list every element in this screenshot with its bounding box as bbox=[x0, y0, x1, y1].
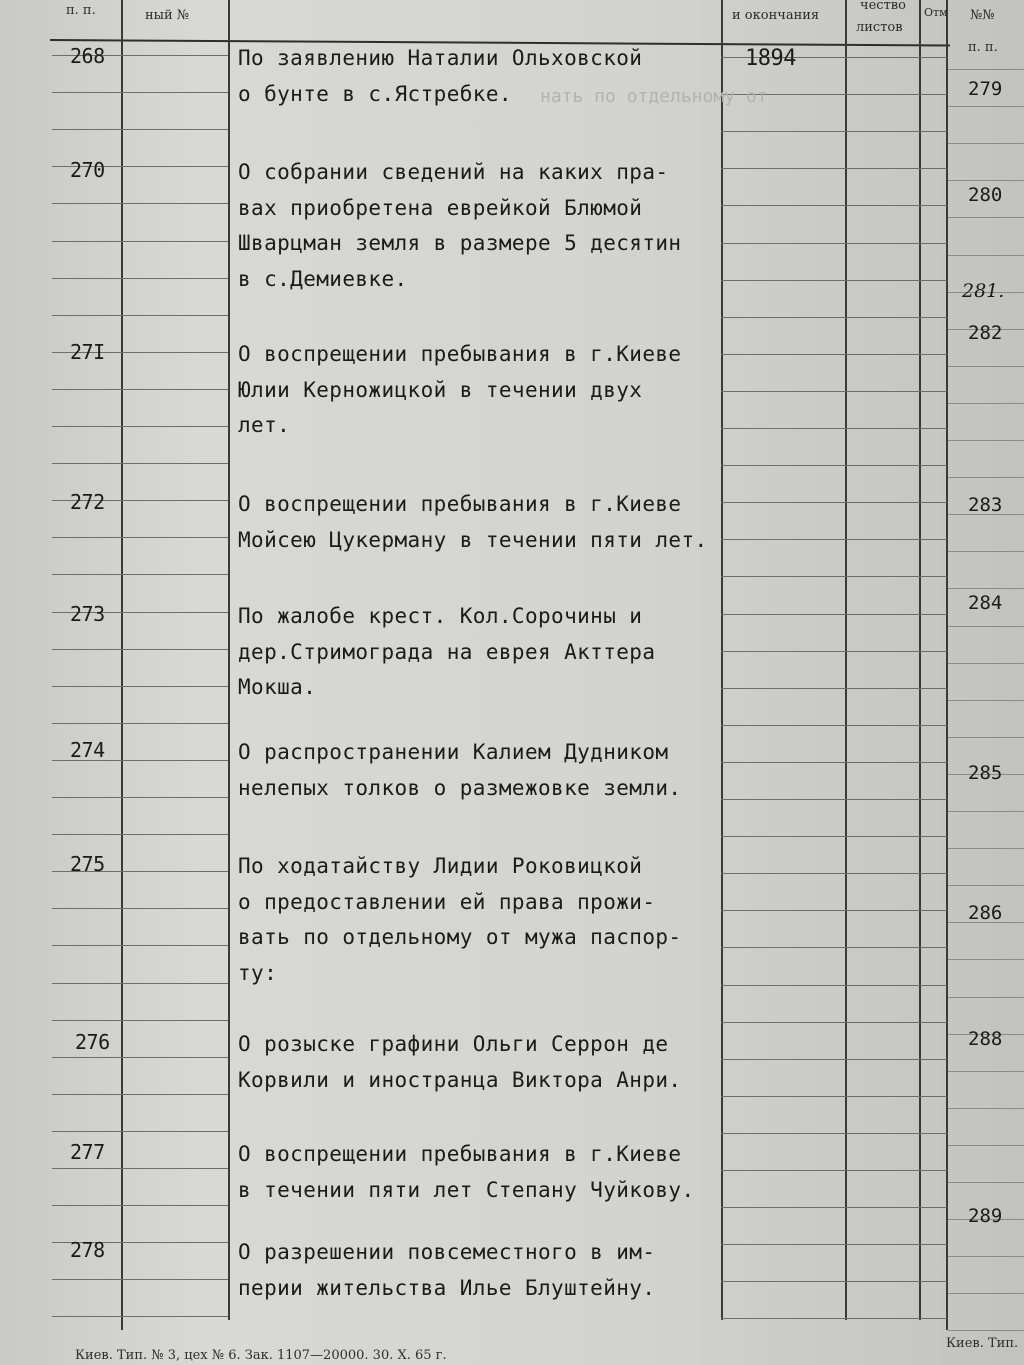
entry-text-line: Мойсею Цукерману в течении пяти лет. bbox=[238, 527, 708, 552]
ruled-line-margin bbox=[948, 811, 1024, 812]
entry-text-line: По ходатайству Лидии Роковицкой bbox=[238, 854, 643, 878]
ruled-line-left bbox=[52, 574, 228, 575]
ruled-line-margin bbox=[948, 143, 1024, 144]
ruled-line-left bbox=[52, 426, 228, 427]
header-col-right-2: п. п. bbox=[968, 40, 998, 55]
entry-text-line: Шварцман земля в размере 5 десятин bbox=[238, 231, 682, 255]
ruled-line-margin bbox=[948, 848, 1024, 849]
ruled-line-margin bbox=[948, 700, 1024, 701]
ruled-line-left bbox=[52, 278, 228, 279]
ruled-line-right bbox=[721, 1096, 947, 1097]
entry-text-line: Корвили и иностранца Виктора Анри. bbox=[238, 1067, 682, 1092]
ruled-line-left bbox=[52, 1057, 228, 1058]
ruled-line-left bbox=[52, 463, 228, 464]
ruled-line-left bbox=[52, 834, 228, 835]
ruled-line-margin bbox=[948, 588, 1024, 589]
ruled-line-right bbox=[721, 651, 947, 652]
ruled-line-margin bbox=[948, 1330, 1024, 1331]
ruled-line-margin bbox=[948, 1071, 1024, 1072]
ruled-line-right bbox=[721, 280, 947, 281]
ruled-line-right bbox=[721, 1281, 947, 1282]
ruled-line-margin bbox=[948, 737, 1024, 738]
ruled-line-right bbox=[721, 1059, 947, 1060]
entry-number: 270 bbox=[70, 158, 105, 182]
right-number: 281. bbox=[962, 280, 1005, 302]
ruled-line-right bbox=[721, 614, 947, 615]
ruled-line-margin bbox=[948, 997, 1024, 998]
ruled-line-left bbox=[52, 908, 228, 909]
entry-text-line: О воспрещении пребывания в г.Киеве bbox=[238, 1142, 682, 1166]
entry-text-line: О собрании сведений на каких пра- bbox=[238, 160, 669, 184]
ruled-line-right bbox=[721, 688, 947, 689]
entry-number: 277 bbox=[70, 1140, 105, 1164]
ruled-line-left bbox=[52, 389, 228, 390]
ruled-line-left bbox=[52, 686, 228, 687]
ruled-line-right bbox=[721, 354, 947, 355]
ruled-line-right bbox=[721, 1244, 947, 1245]
entry-text-line: в с.Демиевке. bbox=[238, 266, 408, 291]
right-number: 289 bbox=[968, 1205, 1003, 1227]
ruled-line-right bbox=[721, 502, 947, 503]
entry-text-line: По заявлению Наталии Ольховской bbox=[238, 46, 643, 70]
entry-text-line: перии жительства Илье Блуштейну. bbox=[238, 1275, 656, 1300]
entry-text-line: О разрешении повсеместного в им- bbox=[238, 1240, 656, 1264]
ruled-line-left bbox=[52, 315, 228, 316]
right-number: 284 bbox=[968, 592, 1003, 614]
ruled-line-margin bbox=[948, 440, 1024, 441]
right-number: 285 bbox=[968, 762, 1003, 784]
ruled-line-right bbox=[721, 576, 947, 577]
right-number: 282 bbox=[968, 322, 1003, 344]
ruled-line-margin bbox=[948, 885, 1024, 886]
ruled-line-left bbox=[52, 1279, 228, 1280]
ruled-line-margin bbox=[948, 959, 1024, 960]
entry-text-line: О воспрещении пребывания в г.Киеве bbox=[238, 492, 682, 516]
header-col-right-1: №№ bbox=[970, 8, 995, 23]
ruled-line-margin bbox=[948, 217, 1024, 218]
entry-text-line: ту: bbox=[238, 960, 278, 985]
entry-text-line: в течении пяти лет Степану Чуйкову. bbox=[238, 1177, 695, 1202]
entry-number: 274 bbox=[70, 738, 105, 762]
ruled-line-left bbox=[52, 241, 228, 242]
ruled-line-left bbox=[52, 1020, 228, 1021]
ruled-line-right bbox=[721, 1170, 947, 1171]
ruled-line-right bbox=[721, 1207, 947, 1208]
right-number: 283 bbox=[968, 494, 1003, 516]
header-col-mark: Отм bbox=[924, 6, 948, 19]
col-divider-6 bbox=[946, 0, 948, 1330]
ruled-line-left bbox=[52, 983, 228, 984]
ruled-line-left bbox=[52, 649, 228, 650]
entry-number: 278 bbox=[70, 1238, 105, 1262]
ruled-line-right bbox=[721, 910, 947, 911]
ruled-line-margin bbox=[948, 69, 1024, 70]
ruled-line-right bbox=[721, 985, 947, 986]
col-divider-4 bbox=[845, 0, 847, 1320]
ruled-line-right bbox=[721, 1133, 947, 1134]
ruled-line-margin bbox=[948, 626, 1024, 627]
ruled-line-margin bbox=[948, 403, 1024, 404]
header-col-code: ный № bbox=[145, 8, 190, 23]
header-col-num: п. п. bbox=[66, 3, 96, 18]
header-col-dates: и окончания bbox=[732, 8, 820, 23]
ruled-line-margin bbox=[948, 551, 1024, 552]
ruled-line-left bbox=[52, 945, 228, 946]
ruled-line-margin bbox=[948, 1256, 1024, 1257]
ruled-line-right bbox=[721, 762, 947, 763]
entry-text-line: О воспрещении пребывания в г.Киеве bbox=[238, 342, 682, 366]
ruled-line-left bbox=[52, 723, 228, 724]
ruled-line-left bbox=[52, 1316, 228, 1317]
ruled-line-right bbox=[721, 131, 947, 132]
ruled-line-right bbox=[721, 205, 947, 206]
ruled-line-left bbox=[52, 1205, 228, 1206]
ruled-line-right bbox=[721, 725, 947, 726]
ruled-line-left bbox=[52, 1131, 228, 1132]
printer-footer: Киев. Тип. № 3, цех № 6. Зак. 1107—20000. 30. X. 65 г. bbox=[75, 1348, 447, 1363]
ruled-line-margin bbox=[948, 255, 1024, 256]
right-number: 280 bbox=[968, 184, 1003, 206]
entry-text-line: Юлии Керножицкой в течении двух bbox=[238, 377, 643, 402]
entry-text-line: О розыске графини Ольги Серрон де bbox=[238, 1032, 669, 1056]
entry-text-line: Мокша. bbox=[238, 675, 317, 699]
ruled-line-left bbox=[52, 1168, 228, 1169]
ruled-line-margin bbox=[948, 663, 1024, 664]
ruled-line-left bbox=[52, 92, 228, 93]
ruled-line-right bbox=[721, 428, 947, 429]
entry-text-line: дер.Стримограда на еврея Акттера bbox=[238, 639, 656, 664]
ruled-line-right bbox=[721, 836, 947, 837]
ruled-line-margin bbox=[948, 366, 1024, 367]
col-divider-5 bbox=[919, 0, 921, 1320]
entry-number: 272 bbox=[70, 490, 105, 514]
entry-text-line: о бунте в с.Ястребке. bbox=[238, 81, 512, 106]
header-col-sheets-2: листов bbox=[856, 20, 903, 35]
ruled-line-left bbox=[52, 537, 228, 538]
col-divider-3 bbox=[721, 0, 723, 1320]
ruled-line-margin bbox=[948, 1293, 1024, 1294]
entry-number: 268 bbox=[70, 44, 105, 68]
ruled-line-right bbox=[721, 391, 947, 392]
ruled-line-right bbox=[721, 243, 947, 244]
ruled-line-left bbox=[52, 1094, 228, 1095]
ruled-line-right bbox=[721, 873, 947, 874]
ruled-line-left bbox=[52, 129, 228, 130]
entry-text-line: лет. bbox=[238, 413, 291, 437]
ruled-line-margin bbox=[948, 180, 1024, 181]
right-number: 286 bbox=[968, 902, 1003, 924]
ruled-line-margin bbox=[948, 477, 1024, 478]
right-number: 279 bbox=[968, 78, 1003, 100]
bleed-through-text: нать по отдельному от bbox=[540, 86, 768, 107]
ruled-line-margin bbox=[948, 1108, 1024, 1109]
entry-text-line: вах приобретена еврейкой Блюмой bbox=[238, 195, 643, 220]
ruled-line-margin bbox=[948, 1182, 1024, 1183]
entry-number: 27I bbox=[70, 340, 105, 364]
ruled-line-right bbox=[721, 1022, 947, 1023]
printer-footer-right: Киев. Тип. bbox=[946, 1336, 1019, 1351]
ruled-line-right bbox=[721, 947, 947, 948]
entry-text-line: По жалобе крест. Кол.Сорочины и bbox=[238, 604, 643, 628]
col-divider-2 bbox=[228, 0, 230, 1320]
entry-text-line: о предоставлении ей права прожи- bbox=[238, 889, 656, 914]
right-number: 288 bbox=[968, 1028, 1003, 1050]
ruled-line-right bbox=[721, 1318, 947, 1319]
ruled-line-right bbox=[721, 539, 947, 540]
ruled-line-right bbox=[721, 317, 947, 318]
entry-number: 275 bbox=[70, 852, 105, 876]
ruled-line-margin bbox=[948, 1145, 1024, 1146]
ruled-line-left bbox=[52, 203, 228, 204]
ruled-line-right bbox=[721, 168, 947, 169]
entry-number: 276 bbox=[75, 1030, 110, 1054]
ruled-line-right bbox=[721, 465, 947, 466]
ruled-line-left bbox=[52, 797, 228, 798]
entry-text-line: нелепых толков о размежовке земли. bbox=[238, 775, 682, 800]
year-1894: 1894 bbox=[745, 46, 796, 71]
entry-text-line: вать по отдельному от мужа паспор- bbox=[238, 925, 682, 949]
ruled-line-margin bbox=[948, 106, 1024, 107]
entry-number: 273 bbox=[70, 602, 105, 626]
entry-text-line: О распространении Калием Дудником bbox=[238, 740, 669, 764]
header-col-sheets-1: чество bbox=[860, 0, 906, 13]
ruled-line-right bbox=[721, 799, 947, 800]
